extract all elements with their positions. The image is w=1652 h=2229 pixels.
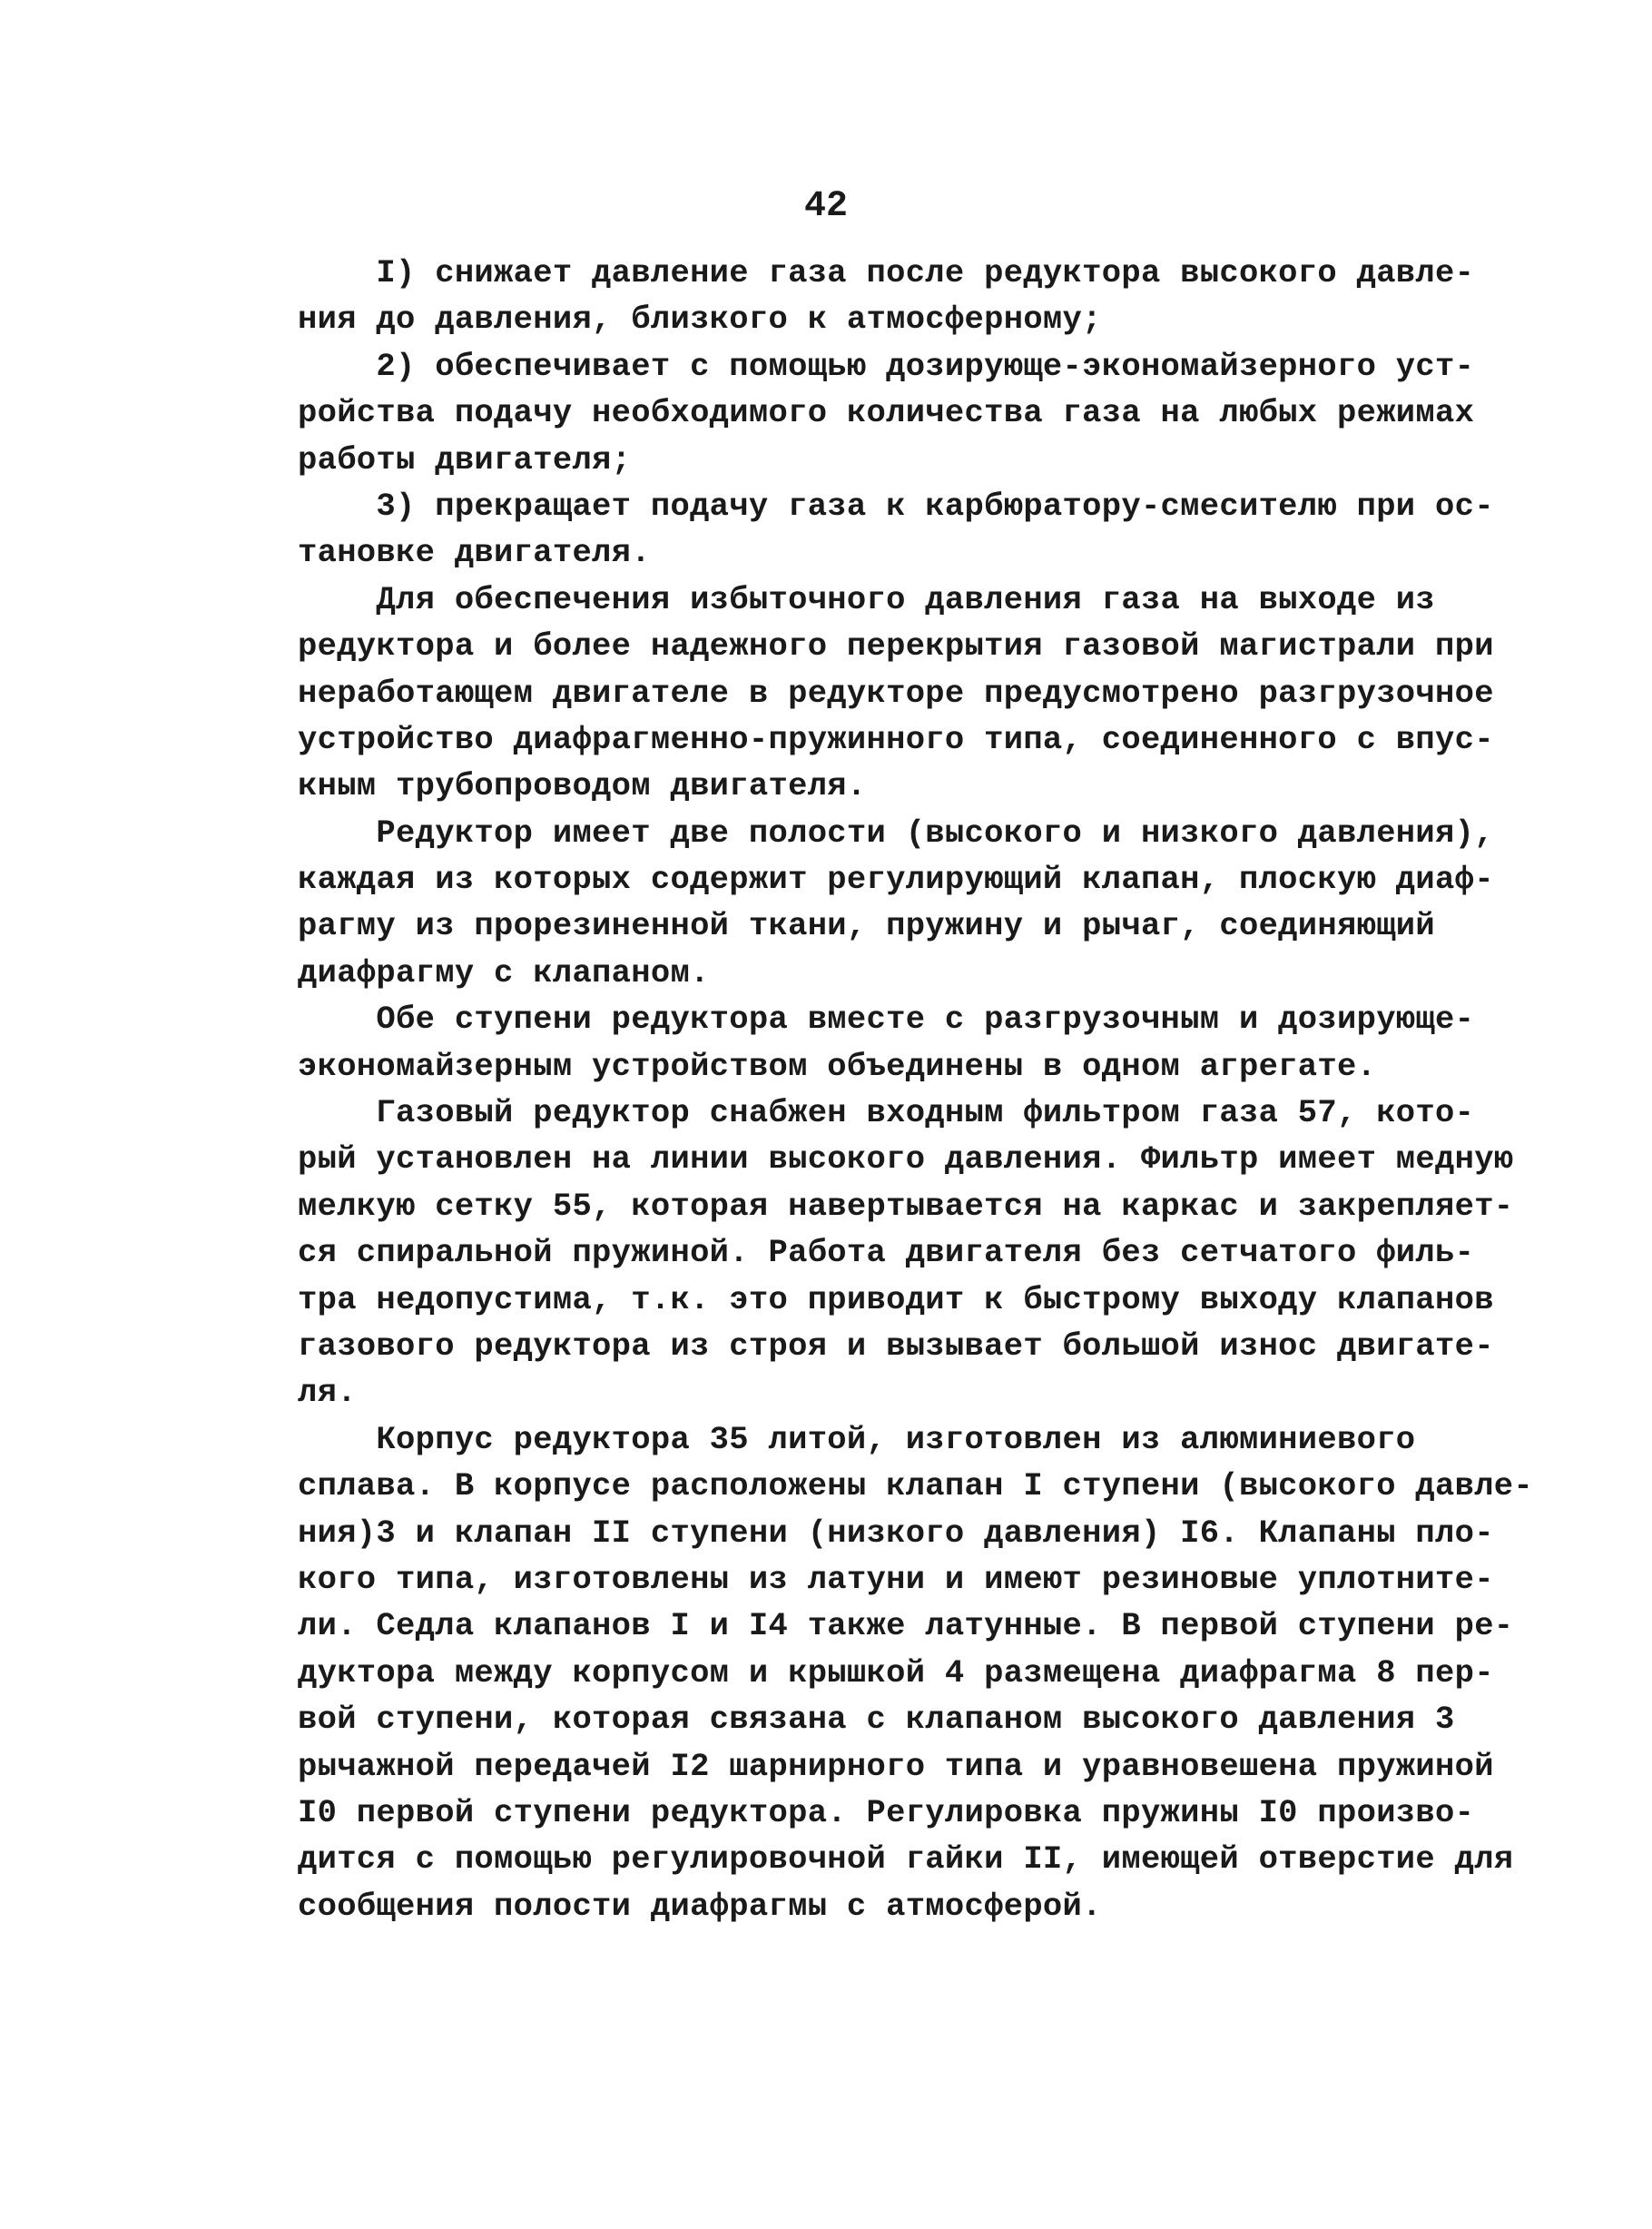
text-line: 2) обеспечивает с помощью дозирующе-экономайзерного уст- — [298, 347, 1475, 385]
text-line: ния до давления, близкого к атмосферному; — [298, 301, 1102, 339]
text-line: тановке двигателя. — [298, 534, 651, 572]
text-line: I) снижает давление газа после редуктора высокого давле- — [298, 254, 1475, 291]
text-line: ройства подачу необходимого количества газа на любых режимах — [298, 394, 1475, 432]
text-line: Редуктор имеет две полости (высокого и низкого давления), — [298, 814, 1494, 852]
text-line: Газовый редуктор снабжен входным фильтром газа 57, кото- — [298, 1094, 1475, 1132]
text-line: газового редуктора из строя и вызывает большой износ двигате- — [298, 1327, 1494, 1365]
text-line: Корпус редуктора 35 литой, изготовлен из алюминиевого — [298, 1420, 1416, 1458]
text-line: каждая из которых содержит регулирующий клапан, плоскую диаф- — [298, 861, 1494, 899]
text-line: тра недопустима, т.к. это приводит к быстрому выходу клапанов — [298, 1280, 1494, 1318]
page-number: 42 — [803, 186, 848, 227]
text-line: кого типа, изготовлены из латуни и имеют резиновые уплотните- — [298, 1560, 1494, 1598]
text-line: дится с помощью регулировочной гайки II, имеющей отверстие для — [298, 1840, 1514, 1879]
text-line: работы двигателя; — [298, 440, 632, 478]
text-line: кным трубопроводом двигателя. — [298, 767, 867, 805]
text-line: неработающем двигателе в редукторе предусмотрено разгрузочное — [298, 674, 1494, 712]
text-line: рый установлен на линии высокого давления. Фильтр имеет медную — [298, 1140, 1514, 1179]
text-line: ля. — [298, 1374, 357, 1412]
text-line: I0 первой ступени редуктора. Регулировка пружины I0 произво- — [298, 1793, 1475, 1831]
text-line: дуктора между корпусом и крышкой 4 размещена диафрагма 8 пер- — [298, 1653, 1494, 1691]
text-line: редуктора и более надежного перекрытия газовой магистрали при — [298, 627, 1494, 666]
text-line: сообщения полости диафрагмы с атмосферой. — [298, 1887, 1102, 1925]
text-line: ли. Седла клапанов I и I4 также латунные. В первой ступени ре- — [298, 1607, 1514, 1645]
text-line: 3) прекращает подачу газа к карбюратору-смесителю при ос- — [298, 487, 1494, 525]
text-line: сплава. В корпусе расположены клапан I ступени (высокого давле- — [298, 1467, 1534, 1505]
body-text — [298, 250, 1534, 1929]
text-line: Для обеспечения избыточного давления газа на выходе из — [298, 580, 1436, 618]
text-line: мелкую сетку 55, которая навертывается на каркас и закрепляет- — [298, 1187, 1514, 1225]
text-line: Обе ступени редуктора вместе с разгрузочным и дозирующе- — [298, 1001, 1475, 1039]
text-line: диафрагму с клапаном. — [298, 953, 710, 991]
text-line: вой ступени, которая связана с клапаном высокого давления 3 — [298, 1701, 1455, 1739]
text-line: ния)3 и клапан II ступени (низкого давления) I6. Клапаны пло- — [298, 1514, 1494, 1552]
text-line: экономайзерным устройством объединены в одном агрегате. — [298, 1047, 1377, 1085]
text-line: рагму из прорезиненной ткани, пружину и рычаг, соединяющий — [298, 907, 1436, 945]
text-line: рычажной передачей I2 шарнирного типа и уравновешена пружиной — [298, 1747, 1494, 1785]
text-line: устройство диафрагменно-пружинного типа, соединенного с впус- — [298, 720, 1494, 758]
text-line: ся спиральной пружиной. Работа двигателя без сетчатого филь- — [298, 1234, 1475, 1272]
